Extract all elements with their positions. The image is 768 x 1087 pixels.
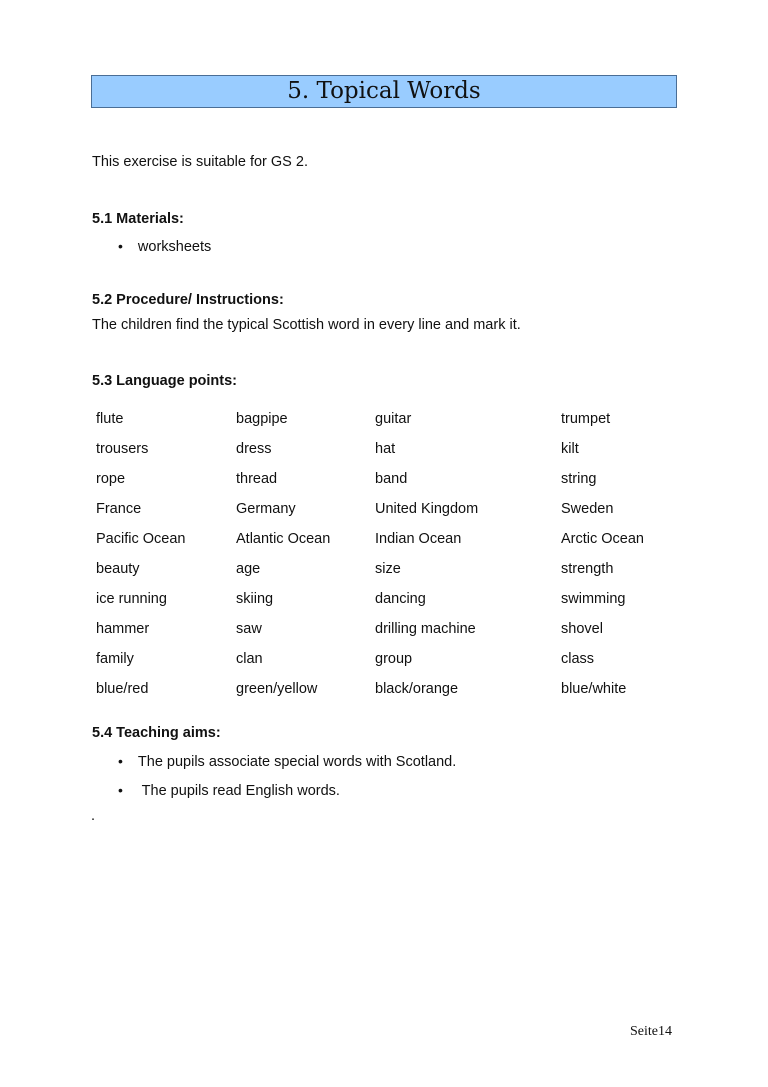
- materials-heading: 5.1 Materials:: [92, 211, 184, 227]
- procedure-heading: 5.2 Procedure/ Instructions:: [92, 292, 284, 308]
- table-cell: hammer: [96, 621, 150, 637]
- table-cell: Arctic Ocean: [561, 531, 644, 547]
- table-cell: ice running: [96, 591, 167, 607]
- table-cell: flute: [96, 411, 124, 427]
- table-cell: drilling machine: [375, 621, 476, 637]
- table-cell: Sweden: [561, 501, 614, 517]
- table-cell: trousers: [96, 441, 149, 457]
- trailing-dot: .: [91, 808, 96, 824]
- table-cell: kilt: [561, 441, 579, 457]
- table-cell: bagpipe: [236, 411, 288, 427]
- aims-item: • The pupils associate special words with Scotland.: [118, 753, 457, 770]
- table-cell: France: [96, 501, 142, 517]
- materials-item: • worksheets: [118, 238, 212, 255]
- page-title: 5. Topical Words: [91, 75, 677, 108]
- table-cell: string: [561, 471, 597, 487]
- table-cell: United Kingdom: [375, 501, 479, 517]
- bullet-icon: •: [118, 753, 123, 769]
- table-cell: Pacific Ocean: [96, 531, 186, 547]
- procedure-text: The children find the typical Scottish word in every line and mark it.: [92, 317, 521, 333]
- intro-text: This exercise is suitable for GS 2.: [92, 154, 308, 170]
- table-cell: shovel: [561, 621, 603, 637]
- table-cell: dancing: [375, 591, 426, 607]
- table-cell: age: [236, 561, 261, 577]
- table-cell: Indian Ocean: [375, 531, 462, 547]
- aims-item: • The pupils read English words.: [118, 782, 340, 799]
- table-cell: Germany: [236, 501, 296, 517]
- table-cell: Atlantic Ocean: [236, 531, 331, 547]
- table-cell: clan: [236, 651, 263, 667]
- table-cell: saw: [236, 621, 262, 637]
- page-number: Seite14: [630, 1024, 672, 1039]
- table-cell: dress: [236, 441, 272, 457]
- table-cell: family: [96, 651, 134, 667]
- table-cell: trumpet: [561, 411, 611, 427]
- table-cell: black/orange: [375, 681, 459, 697]
- table-cell: band: [375, 471, 408, 487]
- bullet-icon: •: [118, 238, 123, 254]
- table-cell: thread: [236, 471, 278, 487]
- table-cell: group: [375, 651, 413, 667]
- language-heading: 5.3 Language points:: [92, 373, 238, 389]
- table-cell: blue/red: [96, 681, 149, 697]
- table-cell: strength: [561, 561, 614, 577]
- table-cell: blue/white: [561, 681, 627, 697]
- table-cell: green/yellow: [236, 681, 318, 697]
- aims-heading: 5.4 Teaching aims:: [92, 725, 221, 741]
- table-cell: rope: [96, 471, 126, 487]
- table-cell: size: [375, 561, 401, 577]
- table-cell: skiing: [236, 591, 274, 607]
- table-cell: hat: [375, 441, 396, 457]
- table-cell: beauty: [96, 561, 140, 577]
- table-cell: class: [561, 651, 595, 667]
- bullet-icon: •: [118, 782, 123, 798]
- table-cell: swimming: [561, 591, 626, 607]
- table-cell: guitar: [375, 411, 412, 427]
